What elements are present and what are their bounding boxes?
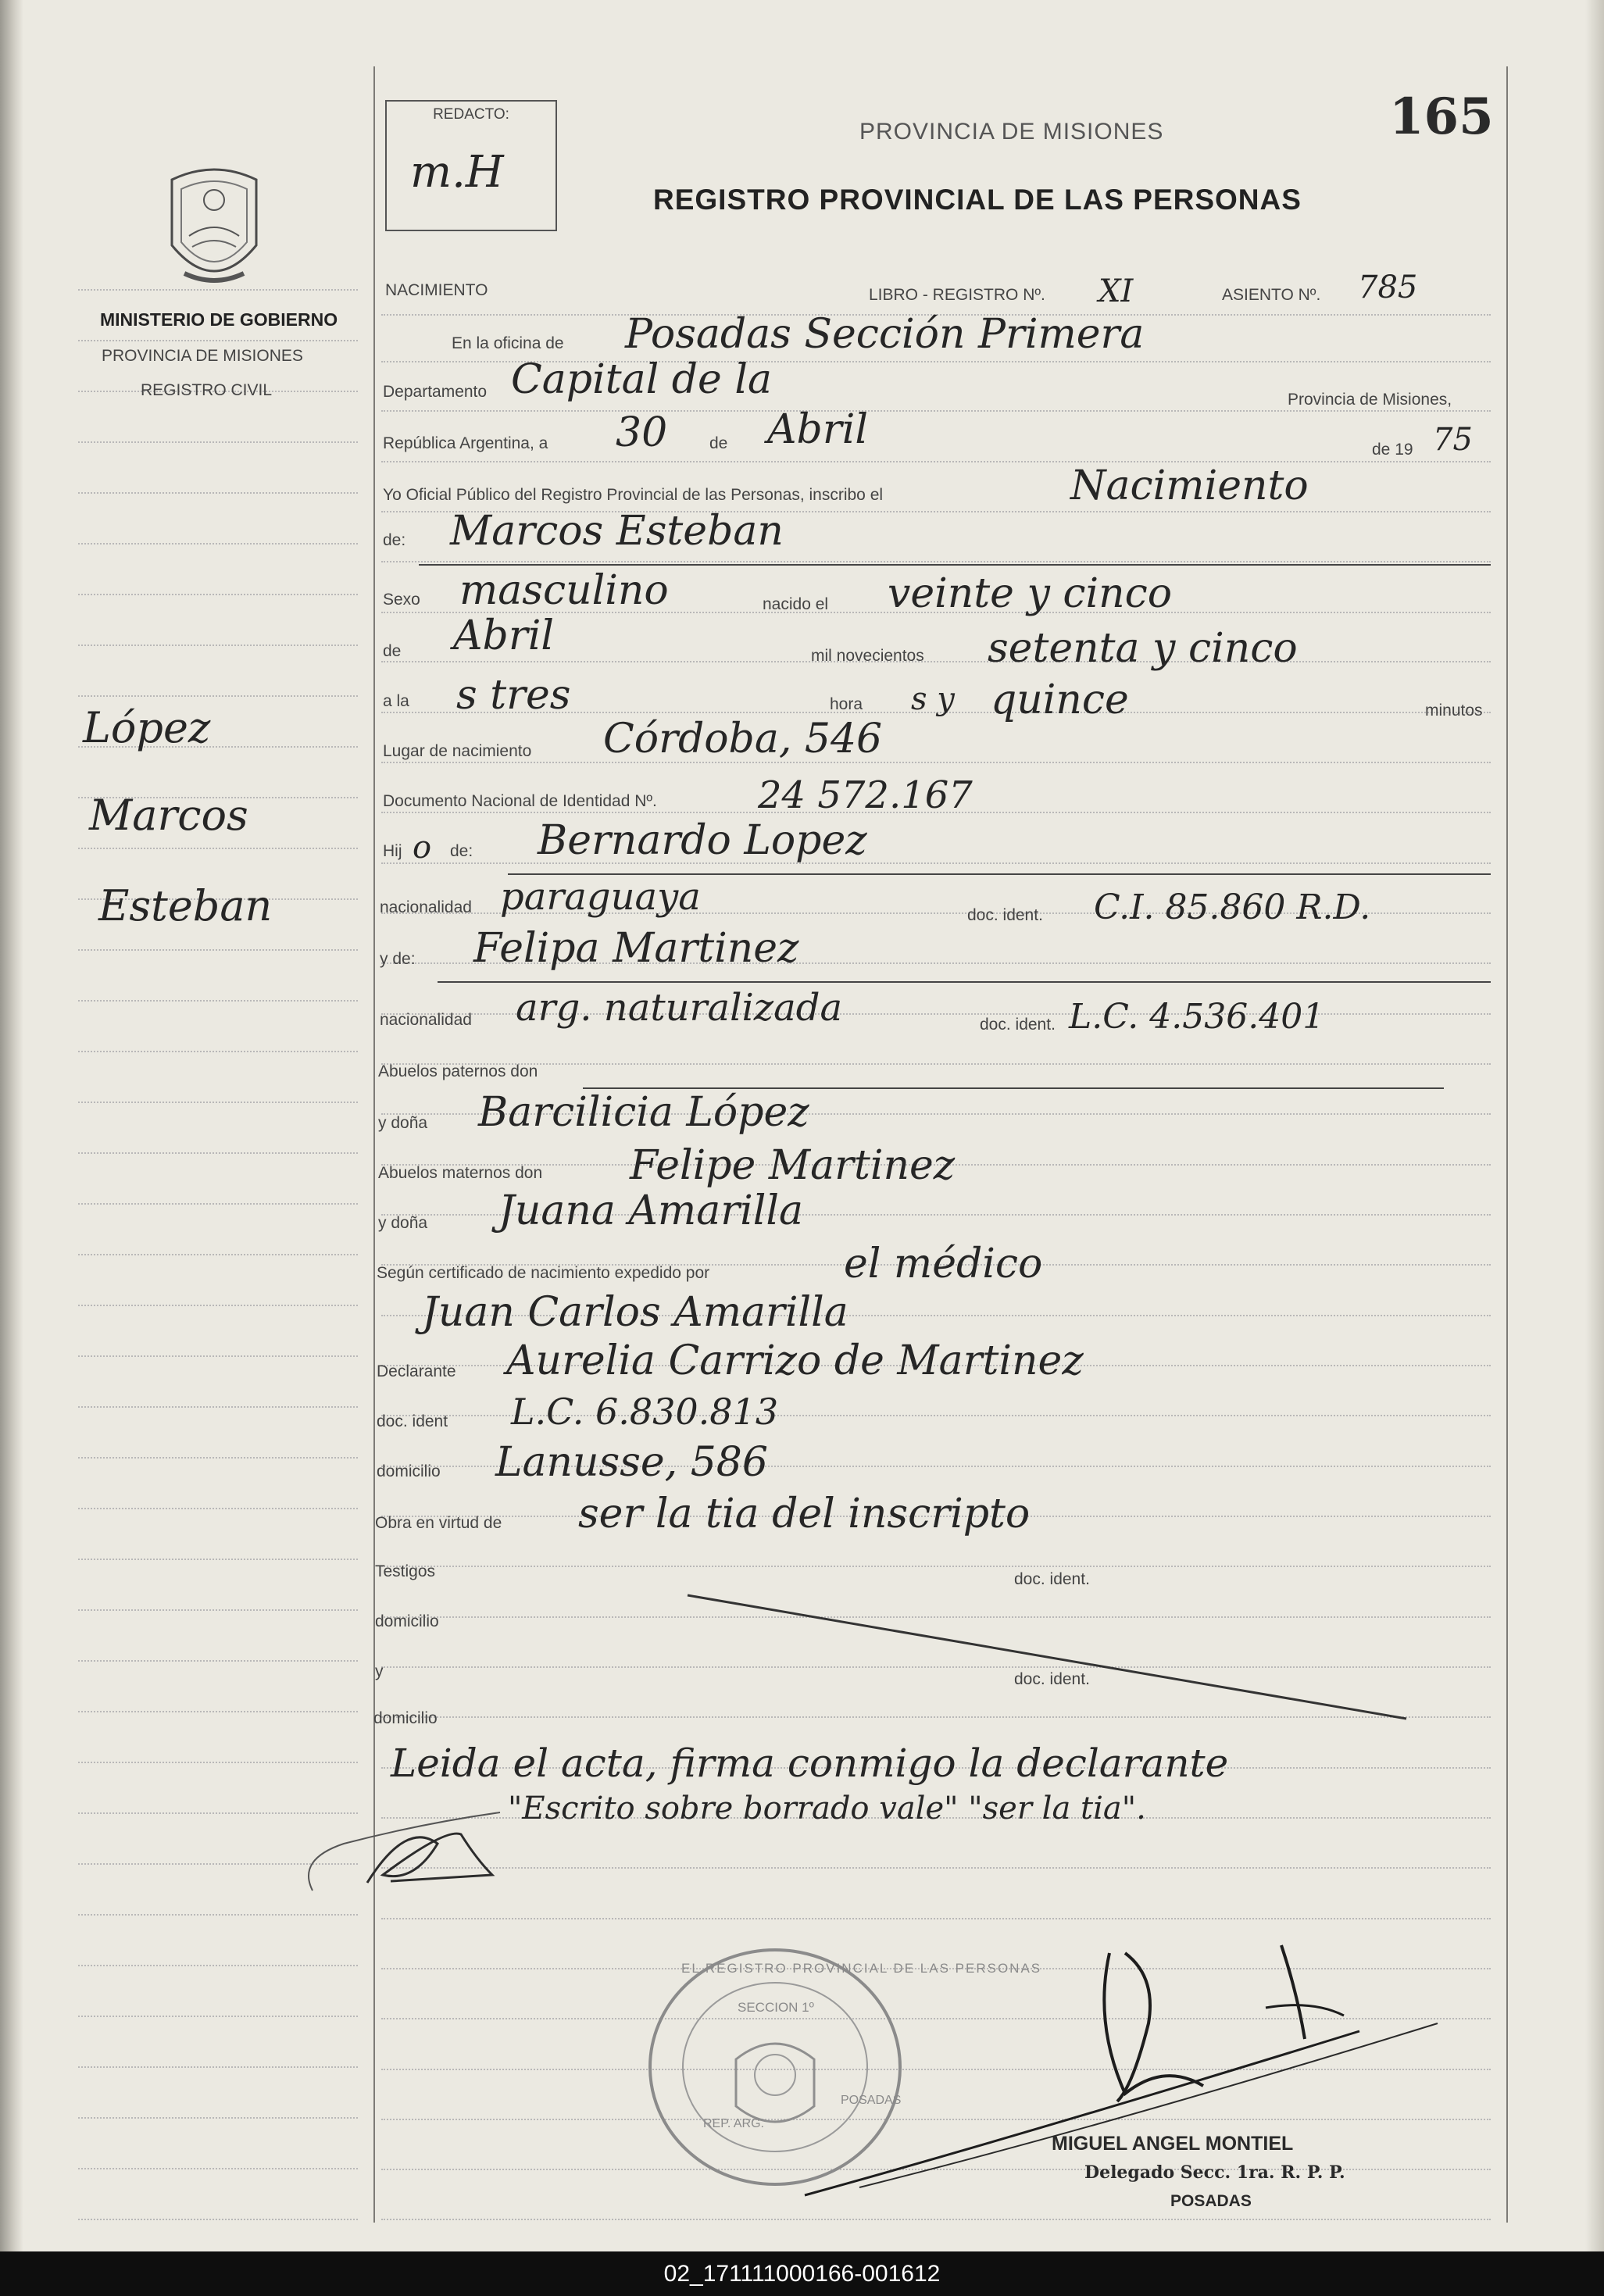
nacido-mes-value: Abril (453, 612, 554, 659)
closing-text: Leida el acta, firma conmigo la declarante (391, 1741, 1229, 1786)
madre-doc-label: doc. ident. (980, 1016, 1056, 1034)
margin-name1: Marcos (89, 791, 248, 840)
record-type-label: NACIMIENTO (385, 281, 488, 299)
oficina-label: En la oficina de (452, 334, 564, 352)
domicilio-value: Lanusse, 586 (495, 1439, 768, 1486)
mes-value: Abril (767, 406, 868, 453)
republica-label: República Argentina, a (383, 434, 548, 452)
declarante-doc: L.C. 6.830.813 (511, 1391, 779, 1433)
madre-value: Felipa Martinez (473, 925, 799, 972)
testigo-domicilio-label: domicilio (375, 1612, 439, 1630)
asiento-value: 785 (1358, 270, 1418, 305)
libro-label: LIBRO - REGISTRO Nº. (869, 286, 1045, 304)
acto-value: Nacimiento (1070, 462, 1309, 509)
nacido-value: veinte y cinco (888, 570, 1173, 617)
lugar-label: Lugar de nacimiento (383, 742, 532, 760)
oficina-value: Posadas Sección Primera (625, 311, 1145, 358)
dia-value: 30 (616, 409, 668, 456)
lugar-value: Córdoba, 546 (603, 716, 883, 762)
stamp-country: REP. ARG. (703, 2117, 764, 2130)
madre-nacionalidad: arg. naturalizada (516, 986, 843, 1030)
nacido-label: nacido el (763, 595, 829, 613)
anio-prefix: de 19 (1372, 441, 1413, 459)
certificado-value: el médico (844, 1241, 1043, 1287)
abuelos-maternos-label: Abuelos maternos don (378, 1164, 543, 1182)
departamento-value: Capital de la (511, 356, 772, 403)
de-mes-label: de (383, 642, 402, 660)
margin-name2: Esteban (98, 881, 273, 930)
registry-title: REGISTRO PROVINCIAL DE LAS PERSONAS (653, 184, 1302, 216)
anio-value: 75 (1433, 422, 1473, 458)
page-number: 165 (1389, 87, 1494, 146)
erasure-note: "Escrito sobre borrado vale" "ser la tia". (508, 1791, 1146, 1826)
declarant-signature (297, 1789, 555, 1914)
testigo2-domicilio-label: domicilio (373, 1709, 438, 1727)
sexo-label: Sexo (383, 591, 420, 609)
obra-label: Obra en virtud de (375, 1514, 502, 1532)
testigo-doc-label: doc. ident. (1014, 1570, 1090, 1588)
hora-label: hora (830, 695, 863, 713)
image-filename-label: 02_171111000166-001612 (663, 2261, 941, 2287)
margin-surname: López (83, 703, 211, 752)
obra-value: ser la tia del inscripto (578, 1491, 1031, 1537)
padre-doc: C.I. 85.860 R.D. (1094, 887, 1371, 927)
dni-label: Documento Nacional de Identidad Nº. (383, 792, 657, 810)
declarante-doc-label: doc. ident (377, 1412, 448, 1430)
hijo-suffix: o (413, 830, 432, 866)
stamp-section: SECCION 1º (738, 2000, 814, 2015)
abuela-materna-label: y doña (378, 1214, 428, 1232)
padre-nacionalidad: paraguaya (500, 875, 701, 919)
sexo-value: masculino (459, 567, 669, 614)
yo-oficial-text: Yo Oficial Público del Registro Provincial de las Personas, inscribo el (383, 486, 884, 504)
minutos-value: quince (991, 677, 1129, 723)
stamp-city: POSADAS (841, 2094, 902, 2107)
testigo2-doc-label: doc. ident. (1014, 1670, 1090, 1688)
medico-value: Juan Carlos Amarilla (422, 1289, 848, 1336)
testigos-label: Testigos (375, 1562, 436, 1580)
declarante-label: Declarante (377, 1362, 456, 1380)
official-title: Delegado Secc. 1ra. R. P. P. (1084, 2162, 1345, 2183)
libro-value: XI (1099, 273, 1134, 309)
province-label: PROVINCIA DE MISIONES (102, 347, 303, 365)
hora-value: s tres (456, 672, 571, 719)
province-header: PROVINCIA DE MISIONES (859, 119, 1164, 145)
domicilio-label: domicilio (377, 1462, 441, 1480)
padre-doc-label: doc. ident. (967, 906, 1043, 924)
nombre-value: Marcos Esteban (450, 508, 784, 555)
de-nombre-label: de: (383, 531, 406, 549)
declarante-value: Aurelia Carrizo de Martinez (506, 1337, 1084, 1384)
minutos-label: minutos (1425, 702, 1483, 720)
hijo-label: Hij (383, 842, 402, 860)
office-label: REGISTRO CIVIL (141, 381, 273, 399)
departamento-label: Departamento (383, 383, 488, 401)
abuelos-paternos-label: Abuelos paternos don (378, 1062, 538, 1080)
abuelo-materno: Felipe Martinez (630, 1142, 956, 1189)
certificado-label: Según certificado de nacimiento expedido por (377, 1264, 710, 1282)
hijo-de-label: de: (450, 842, 473, 860)
official-city: POSADAS (1170, 2192, 1252, 2210)
de-label: de (709, 434, 728, 452)
abuela-paterna-label: y doña (378, 1114, 428, 1132)
abuela-paterna: Barcilicia López (478, 1089, 809, 1136)
padre-value: Bernardo Lopez (538, 817, 867, 864)
padre-nacionalidad-label: nacionalidad (380, 898, 472, 916)
madre-nacionalidad-label: nacionalidad (380, 1011, 472, 1029)
y-de-label: y de: (380, 950, 416, 968)
asiento-label: ASIENTO Nº. (1222, 286, 1321, 304)
redactado-label: REDACTO: (433, 106, 509, 123)
dni-value: 24 572.167 (758, 773, 973, 817)
redactado-initials: m.H (410, 147, 504, 198)
hora-suffix: s y (911, 681, 955, 717)
abuela-materna: Juana Amarilla (498, 1187, 803, 1234)
ala-label: a la (383, 692, 409, 710)
official-name: MIGUEL ANGEL MONTIEL (1052, 2133, 1294, 2155)
stamp-text: EL REGISTRO PROVINCIAL DE LAS PERSONAS (681, 1961, 1042, 1976)
nacido-anio-value: setenta y cinco (988, 625, 1298, 672)
provincia-label: Provincia de Misiones, (1288, 391, 1452, 409)
ministry-label: MINISTERIO DE GOBIERNO (100, 309, 338, 330)
mil-label: mil novecientos (811, 647, 924, 665)
madre-doc: L.C. 4.536.401 (1069, 997, 1325, 1037)
y-label: y (375, 1662, 384, 1680)
